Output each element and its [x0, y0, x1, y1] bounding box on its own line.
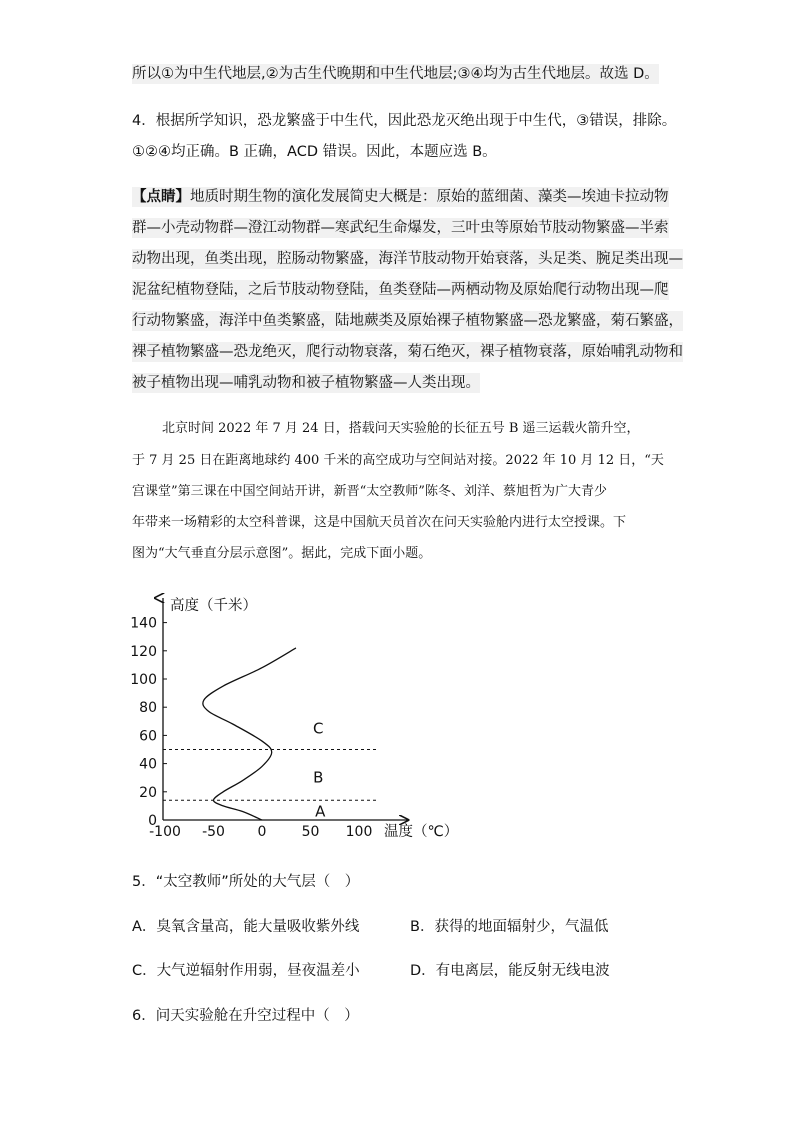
- tip-line-1: [132, 187, 669, 207]
- q5-stem: 5．“太空教师”所处的大气层（ ）: [132, 874, 360, 890]
- explanation-line-1: 所以①为中生代地层,②为古生代晚期和中生代地层;③④均为古生代地层。故选 D。: [132, 66, 659, 82]
- q5-option-b: B．获得的地面辐射少，气温低: [410, 919, 609, 935]
- explanation-line-2: 4．根据所学知识，恐龙繁盛于中生代，因此恐龙灭绝出现于中生代，③错误，排除。: [132, 113, 677, 129]
- passage-line-3: 宫课堂”第三课在中国空间站开讲，新晋“太空教师”陈冬、刘洋、蔡旭哲为广大青少: [132, 484, 607, 499]
- y-tick-label: 140: [130, 615, 157, 632]
- tip-line-4: 泥盆纪植物登陆，之后节肢动物登陆，鱼类登陆—两栖动物及原始爬行动物出现—爬: [132, 282, 669, 298]
- layer-label-c: C: [313, 719, 324, 738]
- tip-text: 地质时期生物的演化发展简史大概是：原始的蓝细菌、藻类—埃迪卡拉动物: [190, 189, 669, 205]
- explanation-line-3: ①②④均正确。B 正确，ACD 错误。因此，本题应选 B。: [132, 144, 497, 160]
- layer-label-b: B: [313, 768, 324, 787]
- y-tick-label: 120: [130, 643, 157, 660]
- passage-line-5: 图为“大气垂直分层示意图”。据此，完成下面小题。: [132, 546, 432, 561]
- tip-label: 【点睛】: [132, 189, 190, 205]
- y-tick-label: 80: [139, 700, 157, 717]
- passage-line-2: 于 7 月 25 日在距离地球约 400 千米的高空成功与空间站对接。2022 年 10 月 12 日，“天: [132, 453, 664, 468]
- y-axis-label: 高度（千米）: [170, 598, 257, 614]
- x-tick-label: 50: [301, 824, 320, 840]
- x-tick-label: 0: [257, 824, 267, 840]
- chart-marks: [130, 616, 378, 840]
- tip-line-6: 裸子植物繁盛—恐龙绝灭，爬行动物衰落，菊石绝灭，裸子植物衰落，原始哺乳动物和: [132, 344, 683, 360]
- q5-option-a: A．臭氧含量高，能大量吸收紫外线: [132, 919, 360, 935]
- q6-stem: 6．问天实验舱在升空过程中（ ）: [132, 1008, 359, 1024]
- y-tick-label: 100: [130, 672, 157, 688]
- tip-line-5: 行动物繁盛，海洋中鱼类繁盛，陆地蕨类及原始裸子植物繁盛—恐龙繁盛，菊石繁盛，: [132, 313, 683, 329]
- x-tick-label: -50: [202, 824, 225, 840]
- x-tick-label: 100: [345, 824, 373, 840]
- y-tick-label: 20: [139, 784, 157, 801]
- tip-line-3: 动物出现，鱼类出现，腔肠动物繁盛，海洋节肢动物开始衰落，头足类、腕足类出现—: [132, 251, 683, 267]
- temperature-curve: [203, 648, 296, 820]
- passage-line-1: 北京时间 2022 年 7 月 24 日，搭载问天实验舱的长征五号 B 遥三运载火箭升空，: [162, 421, 640, 436]
- tip-line-7: 被子植物出现—哺乳动物和被子植物繁盛—人类出现。: [132, 375, 480, 391]
- layer-label-a: A: [315, 802, 326, 821]
- y-tick-label: 0: [148, 813, 157, 829]
- y-tick-label: 40: [139, 756, 157, 773]
- y-tick-label: 60: [139, 728, 157, 745]
- tip-line-2: 群—小壳动物群—澄江动物群—寒武纪生命爆发，三叶虫等原始节肢动物繁盛—半索: [132, 220, 669, 236]
- passage-line-4: 年带来一场精彩的太空科普课，这是中国航天员首次在问天实验舱内进行太空授课。下: [132, 515, 627, 530]
- q5-option-d: D．有电离层，能反射无线电波: [410, 963, 610, 979]
- q5-option-c: C．大气逆辐射作用弱，昼夜温差小: [132, 963, 360, 979]
- x-axis-label: 温度（℃）: [384, 824, 459, 840]
- x-tick-label: -100: [149, 824, 181, 840]
